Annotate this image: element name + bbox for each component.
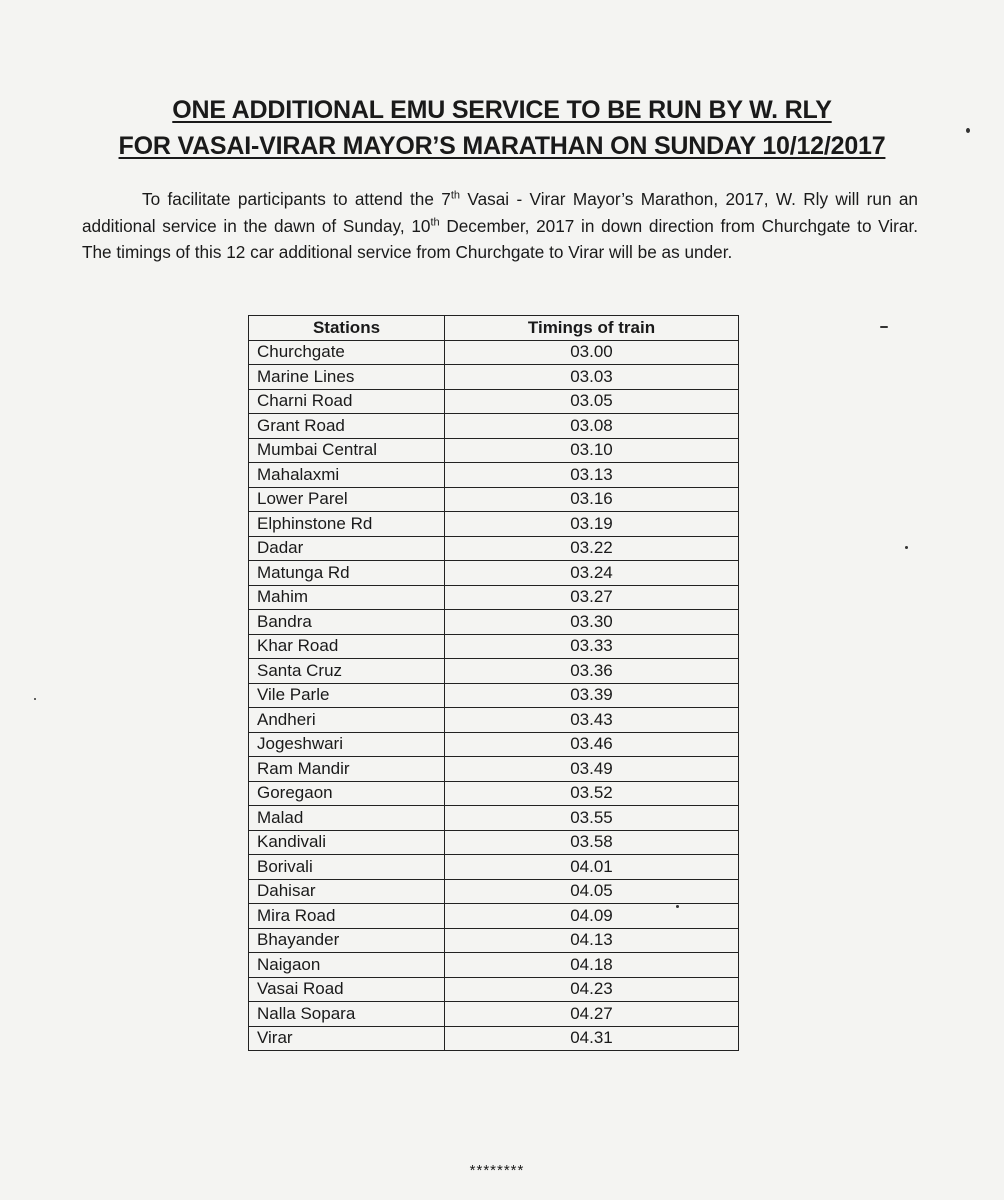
table-row (249, 683, 739, 708)
table-row (249, 953, 739, 978)
station-cell: Dahisar (249, 879, 445, 904)
timing-cell: 04.01 (445, 855, 739, 880)
station-cell: Ram Mandir (249, 757, 445, 782)
station-cell: Charni Road (249, 389, 445, 414)
train-timings-table (248, 315, 739, 1051)
table-row (249, 536, 739, 561)
timing-cell: 04.05 (445, 879, 739, 904)
station-cell: Elphinstone Rd (249, 512, 445, 537)
timing-cell: 03.49 (445, 757, 739, 782)
intro-sup-1: th (450, 189, 461, 202)
table-row (249, 904, 739, 929)
intro-sup-2: th (430, 215, 440, 228)
timing-cell: 03.13 (445, 463, 739, 488)
station-cell: Andheri (249, 708, 445, 733)
timing-cell: 03.05 (445, 389, 739, 414)
station-cell: Mahim (249, 585, 445, 610)
timing-cell: 03.46 (445, 732, 739, 757)
table-row (249, 879, 739, 904)
table-row (249, 389, 739, 414)
timing-cell: 03.16 (445, 487, 739, 512)
table-row (249, 781, 739, 806)
station-cell: Matunga Rd (249, 561, 445, 586)
timing-cell: 03.36 (445, 659, 739, 684)
station-cell: Mumbai Central (249, 438, 445, 463)
timing-cell: 04.31 (445, 1026, 739, 1051)
table-row (249, 1026, 739, 1051)
station-cell: Bandra (249, 610, 445, 635)
station-cell: Vasai Road (249, 977, 445, 1002)
timing-cell: 03.39 (445, 683, 739, 708)
table-row (249, 928, 739, 953)
station-cell: Nalla Sopara (249, 1002, 445, 1027)
timing-cell: 03.00 (445, 340, 739, 365)
table-row (249, 561, 739, 586)
timing-cell: 03.33 (445, 634, 739, 659)
table-row (249, 855, 739, 880)
table-row (249, 977, 739, 1002)
station-cell: Goregaon (249, 781, 445, 806)
timing-cell: 04.27 (445, 1002, 739, 1027)
footer-asterisks: ******** (469, 1162, 525, 1179)
scan-speck (34, 698, 36, 700)
station-cell: Mahalaxmi (249, 463, 445, 488)
table-row (249, 806, 739, 831)
station-cell: Kandivali (249, 830, 445, 855)
title-line-1: ONE ADDITIONAL EMU SERVICE TO BE RUN BY W. RLY (172, 96, 832, 124)
table-row (249, 585, 739, 610)
scan-speck (880, 326, 888, 328)
station-cell: Lower Parel (249, 487, 445, 512)
timing-cell: 03.27 (445, 585, 739, 610)
timing-cell: 03.58 (445, 830, 739, 855)
intro-text-3: December, 2017 in down direction from Churchgate to Virar. The timings of this 12 car additional service from Churchgate to Virar will be as under. (82, 215, 918, 262)
station-cell: Naigaon (249, 953, 445, 978)
station-cell: Jogeshwari (249, 732, 445, 757)
timing-cell: 04.09 (445, 904, 739, 929)
station-cell: Grant Road (249, 414, 445, 439)
timing-cell: 03.22 (445, 536, 739, 561)
station-cell: Bhayander (249, 928, 445, 953)
station-cell: Marine Lines (249, 365, 445, 390)
intro-text-1: To facilitate participants to attend the 7 (142, 189, 451, 209)
table-row (249, 732, 739, 757)
table-row (249, 463, 739, 488)
table-row (249, 757, 739, 782)
table-row (249, 340, 739, 365)
table-row (249, 1002, 739, 1027)
timing-cell: 03.52 (445, 781, 739, 806)
table-row (249, 414, 739, 439)
timing-cell: 03.10 (445, 438, 739, 463)
timing-cell: 04.13 (445, 928, 739, 953)
table-row (249, 365, 739, 390)
station-cell: Mira Road (249, 904, 445, 929)
table-header-row (249, 316, 739, 341)
station-cell: Santa Cruz (249, 659, 445, 684)
timing-cell: 03.08 (445, 414, 739, 439)
timing-cell: 03.19 (445, 512, 739, 537)
timing-cell: 03.30 (445, 610, 739, 635)
header-timings: Timings of train (445, 316, 739, 341)
station-cell: Dadar (249, 536, 445, 561)
station-cell: Churchgate (249, 340, 445, 365)
table-row (249, 659, 739, 684)
station-cell: Khar Road (249, 634, 445, 659)
intro-text-2: Vasai - Virar Mayor’s Marathon, 2017, W. Rly will run an additional service in the dawn of Sunday, 10 (82, 189, 918, 236)
scan-speck (905, 546, 908, 549)
table-row (249, 487, 739, 512)
table-row (249, 830, 739, 855)
table-row (249, 438, 739, 463)
station-cell: Virar (249, 1026, 445, 1051)
table-row (249, 610, 739, 635)
timing-cell: 04.18 (445, 953, 739, 978)
table-body (249, 340, 739, 1051)
timing-cell: 03.43 (445, 708, 739, 733)
header-stations: Stations (249, 316, 445, 341)
station-cell: Malad (249, 806, 445, 831)
station-cell: Borivali (249, 855, 445, 880)
timing-cell: 03.03 (445, 365, 739, 390)
timing-cell: 04.23 (445, 977, 739, 1002)
station-cell: Vile Parle (249, 683, 445, 708)
intro-paragraph (82, 186, 918, 266)
table-row (249, 512, 739, 537)
table-row (249, 634, 739, 659)
scan-speck (966, 128, 970, 133)
title-line-2: FOR VASAI-VIRAR MAYOR’S MARATHAN ON SUNDAY 10/12/2017 (118, 132, 886, 160)
timing-cell: 03.55 (445, 806, 739, 831)
timing-cell: 03.24 (445, 561, 739, 586)
scan-speck (676, 905, 679, 908)
table-row (249, 708, 739, 733)
